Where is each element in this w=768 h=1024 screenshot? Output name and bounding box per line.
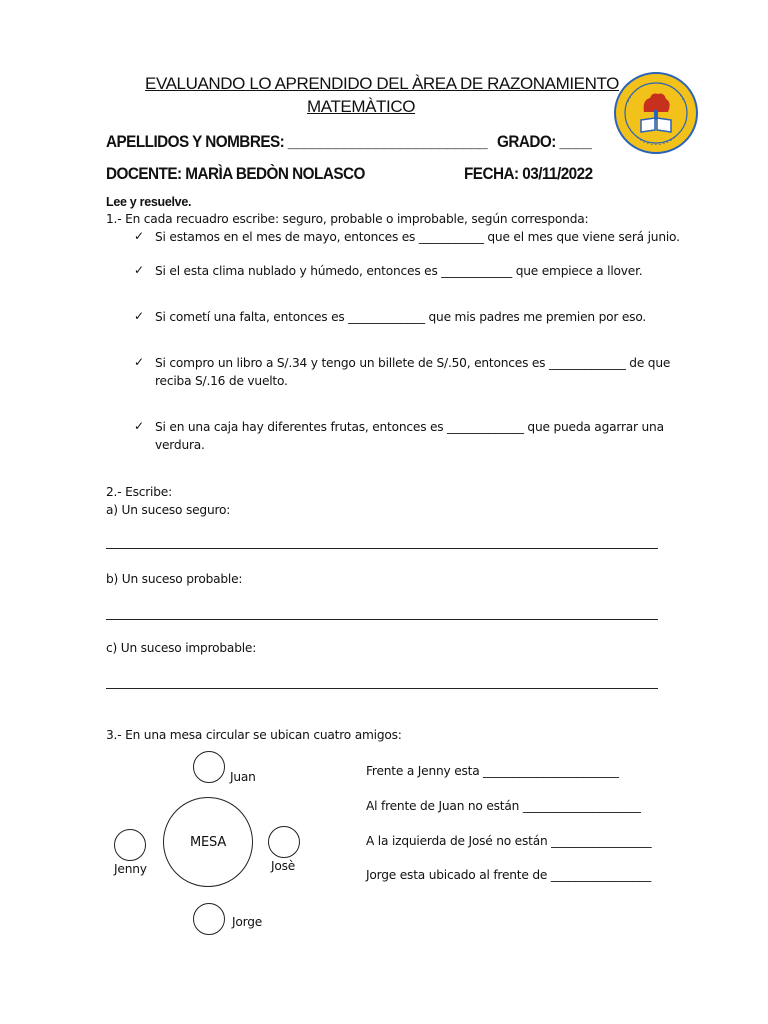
- q1-prompt: 1.- En cada recuadro escribe: seguro, probable o improbable, según corresponda:: [106, 212, 589, 226]
- seat-jorge: [193, 903, 225, 935]
- seat-jose: [268, 826, 300, 858]
- check-icon: ✓: [134, 229, 145, 243]
- check-icon: ✓: [134, 263, 145, 277]
- school-logo: [614, 72, 698, 154]
- check-icon: ✓: [134, 309, 145, 323]
- name-jenny: Jenny: [114, 862, 147, 876]
- q3-question-2: Al frente de Juan no están ____________________: [366, 799, 641, 813]
- check-icon: ✓: [134, 355, 145, 369]
- date-label: FECHA: 03/11/2022: [464, 164, 593, 183]
- name-jorge: Jorge: [232, 915, 263, 929]
- grade-field: GRADO: ____: [497, 132, 592, 151]
- page-title-line2: MATEMÀTICO: [307, 97, 416, 116]
- q3-prompt: 3.- En una mesa circular se ubican cuatro amigos:: [106, 728, 402, 742]
- q3-question-1: Frente a Jenny esta _______________________: [366, 764, 619, 778]
- q1-item-4: Si compro un libro a S/.34 y tengo un billete de S/.50, entonces es _____________ de que: [155, 356, 671, 370]
- q3-question-3: A la izquierda de José no están _________________: [366, 834, 652, 848]
- q1-item-2: Si el esta clima nublado y húmedo, entonces es ____________ que empiece a llover.: [155, 264, 643, 278]
- name-jose: Josè: [271, 859, 296, 873]
- answer-line-a: [106, 548, 658, 549]
- seat-jenny: [114, 829, 146, 861]
- seat-juan: [193, 751, 225, 783]
- q1-item-4-cont: reciba S/.16 de vuelto.: [155, 374, 288, 388]
- page-title: EVALUANDO LO APRENDIDO DEL ÀREA DE RAZONAMIENTO: [145, 74, 620, 93]
- instructions: Lee y resuelve.: [106, 195, 192, 209]
- q2-prompt: 2.- Escribe:: [106, 485, 172, 499]
- q2-item-a: a) Un suceso seguro:: [106, 503, 231, 517]
- q1-item-3: Si cometí una falta, entonces es _____________ que mis padres me premien por eso.: [155, 310, 647, 324]
- answer-line-c: [106, 688, 658, 689]
- name-juan: Juan: [230, 770, 256, 784]
- q2-item-b: b) Un suceso probable:: [106, 572, 243, 586]
- q1-item-1: Si estamos en el mes de mayo, entonces es ___________ que el mes que viene será junio.: [155, 230, 680, 244]
- answer-line-b: [106, 619, 658, 620]
- q2-item-c: c) Un suceso improbable:: [106, 641, 257, 655]
- q1-item-5-cont: verdura.: [155, 438, 205, 452]
- check-icon: ✓: [134, 419, 145, 433]
- q3-question-4: Jorge esta ubicado al frente de _________________: [366, 868, 652, 882]
- names-field: APELLIDOS Y NOMBRES: _________________________: [106, 132, 488, 151]
- table-label: MESA: [190, 835, 227, 850]
- q1-item-5: Si en una caja hay diferentes frutas, entonces es _____________ que pueda agarrar una: [155, 420, 664, 434]
- teacher-label: DOCENTE: MARÌA BEDÒN NOLASCO: [106, 164, 365, 183]
